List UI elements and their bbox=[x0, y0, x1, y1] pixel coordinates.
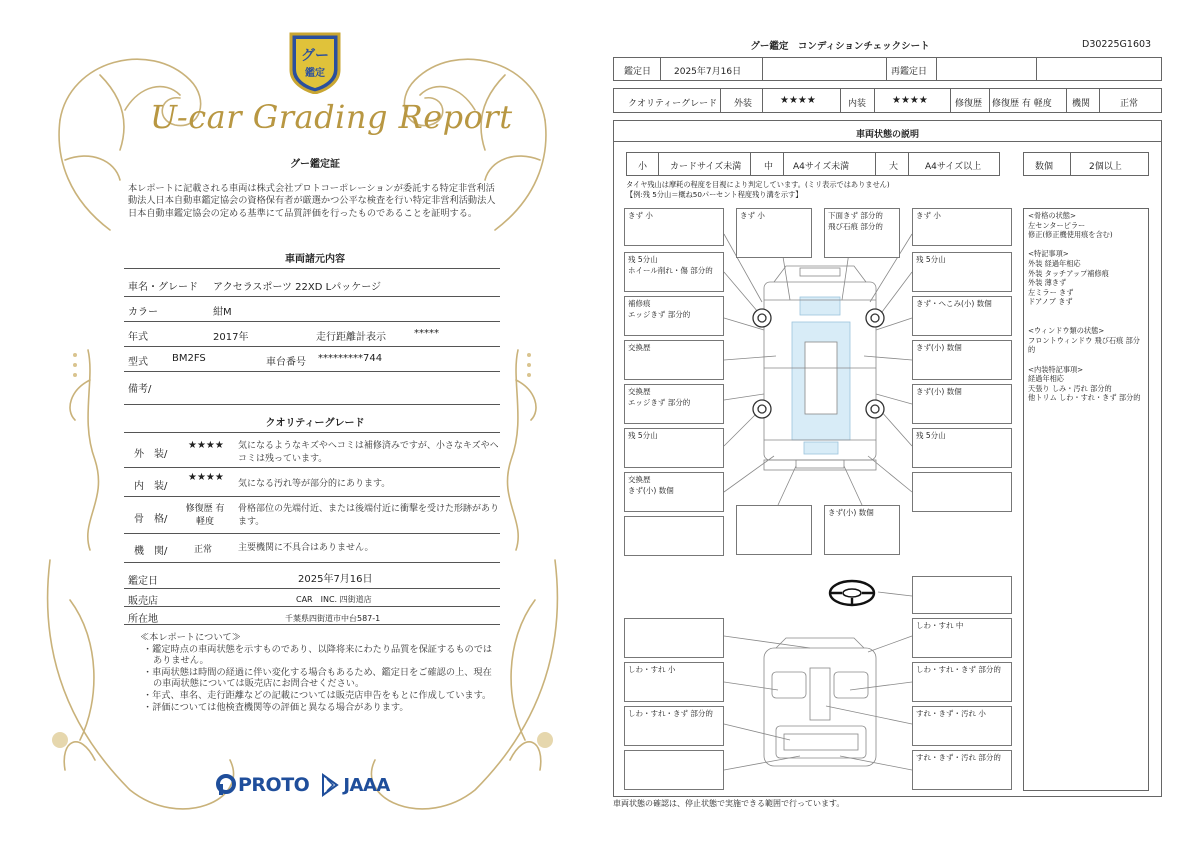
annotation-box: 下面きず 部分的 飛び石痕 部分的 bbox=[824, 208, 900, 258]
sheet-title: グー鑑定 コンディションチェックシート bbox=[750, 41, 930, 52]
proto-logo bbox=[216, 774, 309, 796]
divider bbox=[124, 404, 500, 405]
reappraisal-label: 再鑑定日 bbox=[891, 67, 928, 77]
divider bbox=[124, 346, 500, 347]
annotation-box bbox=[624, 618, 724, 658]
annotation-box: 残 5分山 bbox=[912, 252, 1012, 292]
interior-label: 内 装/ bbox=[134, 481, 168, 492]
exterior-label: 外 装/ bbox=[134, 449, 168, 460]
condition-heading: 車両状態の説明 bbox=[855, 130, 919, 140]
side-note-line: 左センターピラー bbox=[1028, 220, 1086, 230]
size-large: 大 bbox=[889, 162, 899, 172]
annotation-box: しわ・すれ 小 bbox=[624, 662, 724, 702]
annotation-box bbox=[624, 750, 724, 790]
address-value: 千葉県四街道市中台587-1 bbox=[285, 614, 381, 623]
goo-appraisal-emblem bbox=[287, 30, 343, 94]
divider bbox=[124, 533, 500, 534]
side-note-line: 左ミラー きず bbox=[1028, 287, 1074, 297]
mileage-label: 走行距離計表示 bbox=[316, 332, 386, 343]
exterior-stars: ★★★★ bbox=[780, 95, 816, 106]
annotation-box bbox=[912, 472, 1012, 512]
doc-id: D30225G1603 bbox=[1082, 39, 1152, 50]
appraisal-date-value: 2025年7月16日 bbox=[298, 574, 373, 585]
frame-text: 骨格部位の先端付近、または後端付近に衝撃を受けた形跡があります。 bbox=[238, 504, 500, 527]
side-note-line bbox=[1028, 307, 1144, 317]
repair-value: 修復歴 有 軽度 bbox=[992, 99, 1052, 109]
side-note-line: <内装特記事項> bbox=[1028, 364, 1084, 374]
divider bbox=[124, 562, 500, 563]
count-label: 数個 bbox=[1035, 162, 1054, 172]
divider bbox=[124, 268, 500, 269]
divider bbox=[124, 606, 500, 607]
annotation-box: 交換歴 bbox=[624, 340, 724, 380]
proto-mark-icon bbox=[216, 774, 236, 796]
side-notes bbox=[1023, 208, 1149, 791]
interior-stars: ★★★★ bbox=[892, 95, 928, 106]
annotation-box: しわ・すれ・きず 部分的 bbox=[624, 706, 724, 746]
interior-text: 気になる汚れ等が部分的にあります。 bbox=[238, 479, 391, 489]
annotation-box bbox=[736, 505, 812, 555]
exterior-label: 外装 bbox=[734, 99, 753, 109]
divider bbox=[124, 321, 500, 322]
side-note-line: ドアノブ きず bbox=[1028, 297, 1073, 307]
proto-logo-text: PROTO bbox=[238, 774, 310, 796]
annotation-box: 残 5分山 bbox=[912, 428, 1012, 468]
annotation-box bbox=[624, 516, 724, 556]
engine-text: 主要機関に不具合はありません。 bbox=[238, 543, 374, 553]
interior-label: 内装 bbox=[848, 99, 867, 109]
steering-wheel-icon bbox=[830, 581, 874, 605]
report-notes bbox=[140, 632, 500, 713]
date-label: 鑑定日 bbox=[624, 67, 652, 77]
date-value: 2025年7月16日 bbox=[674, 67, 742, 77]
grade-heading: クオリティーグレード bbox=[265, 418, 365, 429]
jaaa-logo-text: JAAA bbox=[343, 774, 390, 796]
frame-value: 修復歴 有 軽度 bbox=[185, 504, 225, 527]
annotation-box: 交換歴 きず(小) 数個 bbox=[624, 472, 724, 512]
model-label: 型式 bbox=[128, 357, 148, 368]
annotation-box: 残 5分山 bbox=[624, 428, 724, 468]
divider bbox=[124, 296, 500, 297]
side-note-line: 外装 薄きず bbox=[1028, 278, 1067, 288]
dealer-label: 販売店 bbox=[128, 596, 158, 607]
dealer-value: CAR INC. 四街道店 bbox=[296, 595, 372, 604]
sheet-footer: 車両状態の確認は、停止状態で実施できる範囲で行っています。 bbox=[613, 799, 845, 808]
exterior-text: 気になるようなキズやヘコミは補修済みですが、小さなキズやヘコミは残っています。 bbox=[238, 441, 499, 464]
mileage-value: ***** bbox=[414, 328, 439, 339]
engine-value: 正常 bbox=[194, 545, 213, 555]
side-note-line: <特記事項> bbox=[1028, 249, 1069, 259]
side-note-line: 経過年相応 bbox=[1028, 374, 1064, 384]
color-label: カラー bbox=[128, 307, 158, 318]
annotation-box: しわ・すれ 中 bbox=[912, 618, 1012, 658]
note-item: ・評価については他検査機関等の評価と異なる場合があります。 bbox=[143, 701, 409, 713]
svg-text:グー: グー bbox=[301, 48, 329, 64]
side-note-line: フロントウィンドウ 飛び石痕 部分的 bbox=[1028, 335, 1140, 355]
year-value: 2017年 bbox=[213, 332, 249, 343]
notes-heading: ≪本レポートについて≫ bbox=[140, 632, 241, 643]
certificate-body: 本レポートに記載される車両は株式会社プロトコーポレーションが委託する特定非営利活動法人日本自動車鑑定協会の資格保有者が厳選かつ公平な検査を行い特定非営利活動法人日本自動車鑑定協会の定める基準にて品質評価を行ったものであることを証明する。 bbox=[128, 183, 496, 219]
annotation-box: きず 小 bbox=[912, 208, 1012, 246]
divider bbox=[124, 624, 500, 625]
report-title: U-car Grading Report bbox=[150, 98, 513, 136]
annotation-box: しわ・すれ・きず 部分的 bbox=[912, 662, 1012, 702]
size-small-desc: カードサイズ未満 bbox=[670, 162, 742, 172]
size-mid-desc: A4サイズ未満 bbox=[793, 162, 850, 172]
side-note-line: 外装 タッチアップ補修痕 bbox=[1028, 268, 1109, 278]
side-note-line: 他トリム しわ・すれ・きず 部分的 bbox=[1028, 393, 1141, 403]
chassis-label: 車台番号 bbox=[266, 357, 306, 368]
annotation-box: きず 小 bbox=[736, 208, 812, 258]
logo-row bbox=[216, 772, 390, 798]
engine-value: 正常 bbox=[1120, 99, 1139, 109]
color-value: 紺M bbox=[213, 307, 232, 318]
year-label: 年式 bbox=[128, 332, 148, 343]
appraisal-date-label: 鑑定日 bbox=[128, 576, 158, 587]
engine-label: 機 関/ bbox=[134, 546, 168, 557]
condition-check-sheet bbox=[600, 0, 1200, 848]
size-mid: 中 bbox=[764, 162, 774, 172]
annotation-box bbox=[912, 576, 1012, 614]
car-name-label: 車名・グレード bbox=[128, 282, 198, 293]
size-small: 小 bbox=[638, 162, 648, 172]
jaaa-mark-icon bbox=[321, 773, 339, 797]
chassis-value: *********744 bbox=[318, 353, 383, 364]
note-item: ・鑑定時点の車両状態を示すものであり、以降将来にわたり品質を保証するものではありません。 bbox=[143, 643, 493, 667]
divider bbox=[124, 432, 500, 433]
side-note-line bbox=[1028, 355, 1144, 365]
address-label: 所在地 bbox=[128, 614, 158, 625]
divider bbox=[124, 496, 500, 497]
divider bbox=[124, 467, 500, 468]
divider bbox=[124, 371, 500, 372]
annotation-box: きず 小 bbox=[624, 208, 724, 246]
tire-note-example: 【例:残 5分山＝概ね50パーセント程度残り溝を示す】 bbox=[626, 190, 803, 199]
annotation-box: すれ・きず・汚れ 部分的 bbox=[912, 750, 1012, 790]
side-note-line: 修正(修正機使用痕を含む) bbox=[1028, 230, 1113, 240]
model-value: BM2FS bbox=[172, 353, 206, 364]
side-note-line bbox=[1028, 317, 1144, 327]
frame-label: 骨 格/ bbox=[134, 514, 168, 525]
annotation-box: きず(小) 数個 bbox=[912, 384, 1012, 424]
jaaa-logo bbox=[321, 773, 390, 797]
exterior-stars: ★★★★ bbox=[188, 440, 224, 451]
side-note-line: <ウィンドウ類の状態> bbox=[1028, 326, 1105, 336]
side-note-line: <骨格の状態> bbox=[1028, 211, 1076, 220]
size-large-desc: A4サイズ以上 bbox=[925, 162, 982, 172]
engine-label: 機関 bbox=[1072, 99, 1091, 109]
remarks-label: 備考/ bbox=[128, 384, 152, 395]
annotation-box: きず(小) 数個 bbox=[824, 505, 900, 555]
divider bbox=[124, 588, 500, 589]
quality-label: クオリティーグレード bbox=[628, 99, 718, 109]
car-name-value: アクセラスポーツ 22XD Lパッケージ bbox=[213, 282, 382, 293]
annotation-box: 補修痕 エッジきず 部分的 bbox=[624, 296, 724, 336]
annotation-box: 残 5分山 ホイール削れ・傷 部分的 bbox=[624, 252, 724, 292]
annotation-box: 交換歴 エッジきず 部分的 bbox=[624, 384, 724, 424]
certificate-heading: グー鑑定証 bbox=[290, 159, 340, 170]
annotation-box: すれ・きず・汚れ 小 bbox=[912, 706, 1012, 746]
side-note-line bbox=[1028, 240, 1144, 250]
repair-label: 修復歴 bbox=[955, 99, 983, 109]
count-desc: 2個以上 bbox=[1089, 162, 1122, 172]
spec-heading: 車両諸元内容 bbox=[285, 254, 345, 265]
interior-stars: ★★★★ bbox=[188, 472, 224, 483]
side-note-line: 外装 経過年相応 bbox=[1028, 258, 1081, 268]
note-item: ・年式、車名、走行距離などの記載については販売店申告をもとに作成しています。 bbox=[143, 689, 492, 701]
annotation-box: きず・へこみ(小) 数個 bbox=[912, 296, 1012, 336]
note-item: ・車両状態は時間の経過に伴い変化する場合もあるため、鑑定日をご確認の上、現在の車両状態については販売店にお問合せください。 bbox=[143, 666, 492, 690]
svg-text:鑑定: 鑑定 bbox=[305, 68, 325, 79]
side-note-line: 天張り しみ・汚れ 部分的 bbox=[1028, 383, 1112, 393]
tire-note: タイヤ残山は摩耗の程度を目視により判定しています。(ミリ表示ではありません) bbox=[626, 180, 890, 189]
annotation-box: きず(小) 数個 bbox=[912, 340, 1012, 380]
